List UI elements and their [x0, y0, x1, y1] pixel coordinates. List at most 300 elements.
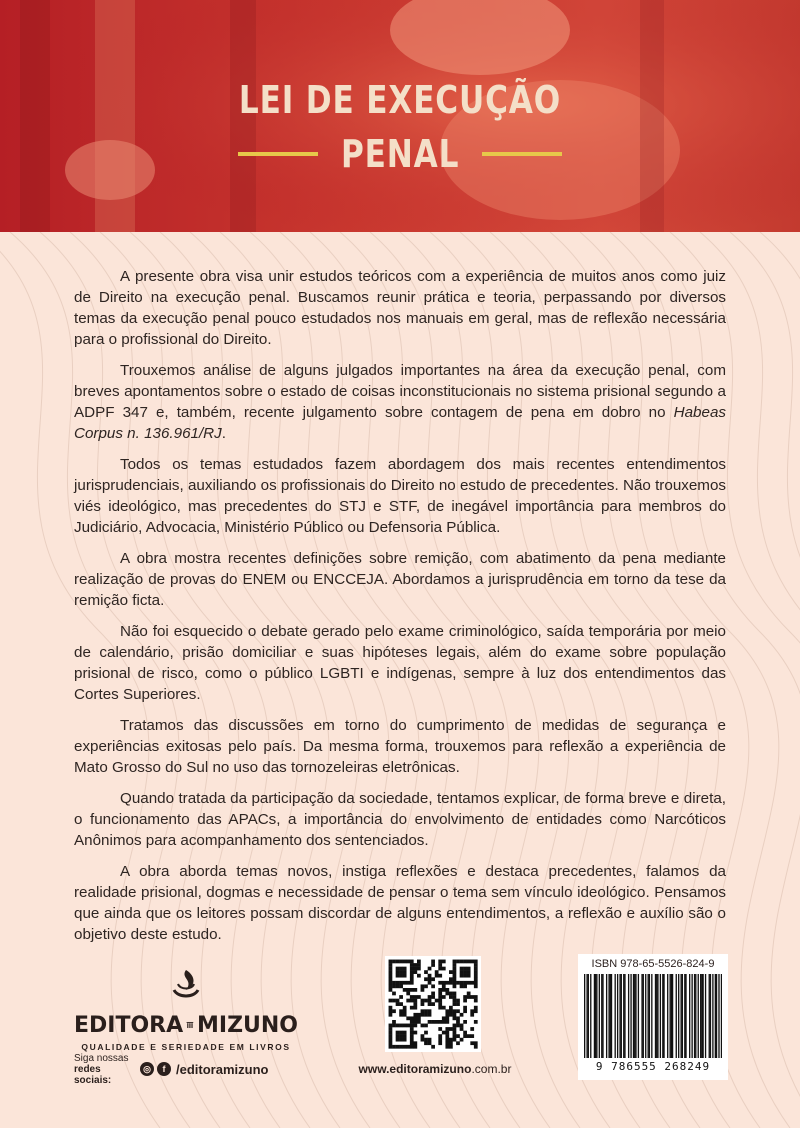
- qr-module: [467, 970, 471, 974]
- qr-module: [389, 960, 393, 964]
- qr-module: [413, 988, 417, 992]
- qr-module: [474, 1006, 478, 1010]
- qr-module: [463, 974, 467, 978]
- qr-module: [474, 984, 478, 988]
- qr-module: [396, 1045, 400, 1049]
- qr-module: [389, 1024, 393, 1028]
- qr-module: [445, 1016, 449, 1020]
- qr-module: [403, 988, 407, 992]
- qr-module: [453, 974, 457, 978]
- qr-module: [417, 974, 421, 978]
- qr-module: [467, 992, 471, 996]
- qr-module: [431, 992, 435, 996]
- qr-module: [445, 1034, 449, 1038]
- qr-module: [392, 984, 396, 988]
- qr-module: [413, 963, 417, 967]
- qr-module: [456, 1034, 460, 1038]
- qr-module: [410, 977, 414, 981]
- qr-module: [460, 981, 464, 985]
- qr-module: [410, 963, 414, 967]
- barcode-bar: [702, 974, 703, 1058]
- qr-module: [406, 981, 410, 985]
- qr-module: [424, 999, 428, 1003]
- barcode-bar: [601, 974, 602, 1058]
- qr-module: [453, 1034, 457, 1038]
- barcode-bar: [624, 974, 625, 1058]
- qr-module: [438, 1027, 442, 1031]
- barcode-bar: [694, 974, 695, 1058]
- qr-module: [389, 1038, 393, 1042]
- qr-module: [449, 992, 453, 996]
- qr-module: [470, 1041, 474, 1045]
- qr-module: [463, 1031, 467, 1035]
- qr-module: [453, 1027, 457, 1031]
- qr-module: [456, 1024, 460, 1028]
- qr-module: [410, 1027, 414, 1031]
- paragraph-5: Não foi esquecido o debate gerado pelo exame criminológico, saída temporária por meio de calendário, prisão domiciliar e suas hipóteses legais, além do exame sobre população prisional de risco, como o público LGBTI e indígenas, sempre à luz dos entendimentos das Cortes Superiores.: [74, 623, 726, 703]
- qr-module: [474, 1045, 478, 1049]
- qr-module: [413, 1041, 417, 1045]
- qr-module: [474, 974, 478, 978]
- barcode-bar: [669, 974, 670, 1058]
- qr-module: [431, 1002, 435, 1006]
- qr-module: [392, 1024, 396, 1028]
- qr-module: [417, 963, 421, 967]
- qr-module: [442, 995, 446, 999]
- barcode-bar: [667, 974, 668, 1058]
- qr-module: [392, 1045, 396, 1049]
- qr-module: [470, 960, 474, 964]
- habeas-corpus-citation: Habeas Corpus n. 136.961/RJ: [74, 404, 726, 442]
- barcode-bar: [621, 974, 622, 1058]
- barcode-bar: [596, 974, 597, 1058]
- qr-module: [431, 960, 435, 964]
- qr-module: [406, 999, 410, 1003]
- barcode-bar: [586, 974, 587, 1058]
- barcode-bar: [716, 974, 717, 1058]
- barcode-bar: [611, 974, 612, 1058]
- barcode-bar: [608, 974, 609, 1058]
- qr-module: [428, 1009, 432, 1013]
- qr-module: [460, 1013, 464, 1017]
- qr-module: [389, 977, 393, 981]
- qr-module: [460, 1024, 464, 1028]
- barcode-bar: [645, 974, 646, 1058]
- qr-module: [389, 1006, 393, 1010]
- qr-module: [428, 995, 432, 999]
- qr-module: [453, 1002, 457, 1006]
- barcode-bar: [610, 974, 611, 1058]
- barcode-bar: [695, 974, 696, 1058]
- social-label: Siga nossas redes sociais:: [74, 1052, 129, 1086]
- qr-module: [410, 1034, 414, 1038]
- qr-module: [424, 970, 428, 974]
- qr-module: [449, 977, 453, 981]
- qr-module: [431, 1020, 435, 1024]
- qr-module: [453, 995, 457, 999]
- qr-module: [470, 1009, 474, 1013]
- qr-module: [438, 967, 442, 971]
- qr-module: [413, 999, 417, 1003]
- qr-module: [442, 988, 446, 992]
- qr-module: [399, 960, 403, 964]
- barcode-bar: [684, 974, 685, 1058]
- qr-module: [413, 1045, 417, 1049]
- qr-module: [410, 1031, 414, 1035]
- qr-module: [389, 974, 393, 978]
- qr-module: [474, 963, 478, 967]
- qr-module: [424, 1031, 428, 1035]
- barcode-bar: [655, 974, 656, 1058]
- qr-module: [424, 1038, 428, 1042]
- qr-module: [389, 988, 393, 992]
- qr-module: [442, 984, 446, 988]
- qr-module: [410, 970, 414, 974]
- qr-module: [435, 974, 439, 978]
- qr-module: [463, 984, 467, 988]
- qr-module: [392, 992, 396, 996]
- qr-module: [410, 1038, 414, 1042]
- qr-module: [463, 967, 467, 971]
- qr-module: [453, 967, 457, 971]
- qr-module: [438, 960, 442, 964]
- qr-module: [453, 1009, 457, 1013]
- qr-module: [410, 1024, 414, 1028]
- qr-module: [453, 1013, 457, 1017]
- qr-module: [467, 995, 471, 999]
- barcode-bar: [649, 974, 650, 1058]
- qr-module: [396, 1031, 400, 1035]
- qr-module: [474, 995, 478, 999]
- barcode-bar: [660, 974, 661, 1058]
- barcode-bar: [691, 974, 692, 1058]
- qr-module: [389, 1013, 393, 1017]
- qr-module: [410, 988, 414, 992]
- qr-module: [410, 995, 414, 999]
- barcode-bar: [689, 974, 690, 1058]
- barcode-bar: [705, 974, 706, 1058]
- qr-module: [474, 1041, 478, 1045]
- qr-module: [449, 1006, 453, 1010]
- social-media: [74, 1054, 314, 1084]
- qr-module: [435, 970, 439, 974]
- title-left-bar: [238, 152, 318, 156]
- qr-module: [467, 1034, 471, 1038]
- qr-module: [406, 1045, 410, 1049]
- qr-module: [410, 1041, 414, 1045]
- qr-module: [456, 960, 460, 964]
- barcode-bar: [617, 974, 618, 1058]
- qr-module: [453, 1016, 457, 1020]
- qr-module: [396, 981, 400, 985]
- qr-module: [456, 1020, 460, 1024]
- qr-module: [442, 1016, 446, 1020]
- title-right-bar: [482, 152, 562, 156]
- qr-module: [445, 1031, 449, 1035]
- qr-module: [413, 967, 417, 971]
- qr-module: [453, 1031, 457, 1035]
- qr-code[interactable]: [385, 956, 481, 1052]
- qr-module: [467, 981, 471, 985]
- qr-module: [456, 999, 460, 1003]
- qr-module: [460, 970, 464, 974]
- qr-module: [463, 995, 467, 999]
- barcode-bar: [712, 974, 713, 1058]
- barcode-bar: [698, 974, 699, 1058]
- qr-module: [445, 992, 449, 996]
- qr-module: [438, 974, 442, 978]
- qr-module: [403, 1034, 407, 1038]
- barcode-bar: [594, 974, 595, 1058]
- qr-module: [438, 999, 442, 1003]
- qr-module: [403, 960, 407, 964]
- qr-module: [463, 970, 467, 974]
- qr-module: [396, 1034, 400, 1038]
- facebook-icon[interactable]: f: [157, 1062, 171, 1076]
- qr-module: [399, 970, 403, 974]
- qr-module: [410, 960, 414, 964]
- qr-module: [474, 960, 478, 964]
- qr-module: [449, 1045, 453, 1049]
- qr-module: [403, 970, 407, 974]
- qr-module: [460, 1038, 464, 1042]
- qr-module: [389, 1045, 393, 1049]
- qr-module: [438, 1006, 442, 1010]
- book-title-line2: [0, 132, 800, 176]
- qr-module: [389, 967, 393, 971]
- qr-module: [417, 967, 421, 971]
- qr-module: [421, 1009, 425, 1013]
- qr-module: [460, 974, 464, 978]
- qr-module: [399, 995, 403, 999]
- columns-icon: [186, 1012, 194, 1038]
- qr-module: [453, 977, 457, 981]
- barcode-panel: [578, 954, 728, 1080]
- qr-module: [410, 1045, 414, 1049]
- qr-module: [445, 1027, 449, 1031]
- qr-module: [399, 1045, 403, 1049]
- qr-module: [406, 1016, 410, 1020]
- barcode-bar: [635, 974, 636, 1058]
- qr-module: [445, 1038, 449, 1042]
- qr-module: [421, 1034, 425, 1038]
- qr-module: [399, 1038, 403, 1042]
- qr-module: [413, 995, 417, 999]
- qr-module: [467, 967, 471, 971]
- qr-module: [438, 1041, 442, 1045]
- qr-module: [431, 963, 435, 967]
- qr-module: [453, 992, 457, 996]
- qr-module: [399, 1024, 403, 1028]
- qr-module: [396, 984, 400, 988]
- qr-module: [438, 963, 442, 967]
- qr-module: [421, 1013, 425, 1017]
- barcode-bar: [648, 974, 649, 1058]
- barcode-bar: [678, 974, 679, 1058]
- qr-module: [470, 1027, 474, 1031]
- qr-module: [474, 1020, 478, 1024]
- qr-module: [410, 1006, 414, 1010]
- qr-module: [413, 1031, 417, 1035]
- qr-module: [396, 1002, 400, 1006]
- qr-module: [406, 1024, 410, 1028]
- qr-module: [421, 1024, 425, 1028]
- qr-module: [442, 967, 446, 971]
- qr-module: [399, 1009, 403, 1013]
- qr-module: [431, 995, 435, 999]
- qr-module: [449, 1038, 453, 1042]
- qr-module: [435, 999, 439, 1003]
- paragraph-6: Tratamos das discussões em torno do cumprimento de medidas de segurança e experiências exitosas pelo país. Da mesma forma, trouxemos para reflexão a experiência de Mato Grosso do Sul no uso das tornozeleiras eletrônicas.: [74, 717, 726, 776]
- qr-module: [421, 1002, 425, 1006]
- qr-module: [392, 981, 396, 985]
- qr-module: [453, 970, 457, 974]
- qr-module: [453, 981, 457, 985]
- qr-module: [470, 981, 474, 985]
- qr-module: [424, 977, 428, 981]
- qr-module: [456, 981, 460, 985]
- barcode-bar: [710, 974, 711, 1058]
- qr-module: [467, 960, 471, 964]
- qr-module: [399, 1031, 403, 1035]
- qr-module: [403, 1013, 407, 1017]
- qr-module: [431, 984, 435, 988]
- publisher-website[interactable]: www.editoramizuno.com.br: [358, 1062, 512, 1076]
- isbn-barcode: [584, 974, 722, 1058]
- qr-module: [403, 974, 407, 978]
- barcode-bar: [633, 974, 634, 1058]
- barcode-bar: [672, 974, 673, 1058]
- barcode-bar: [680, 974, 681, 1058]
- isbn-number: ISBN 978-65-5526-824-9: [591, 958, 715, 970]
- barcode-bar: [662, 974, 663, 1058]
- qr-module: [417, 960, 421, 964]
- qr-module: [389, 1009, 393, 1013]
- qr-module: [413, 970, 417, 974]
- qr-module: [435, 1020, 439, 1024]
- qr-module: [428, 981, 432, 985]
- barcode-bar: [641, 974, 642, 1058]
- qr-module: [453, 1024, 457, 1028]
- qr-module: [449, 1013, 453, 1017]
- barcode-bar: [709, 974, 710, 1058]
- qr-module: [421, 999, 425, 1003]
- paragraph-7: Quando tratada da participação da sociedade, tentamos explicar, de forma breve e direta, o funcionamento das APACs, a importância do envolvimento de entidades como Narcóticos Anônimos para acompanhamento dos sentenciados.: [74, 790, 726, 849]
- qr-module: [410, 1020, 414, 1024]
- qr-module: [442, 1020, 446, 1024]
- qr-module: [470, 995, 474, 999]
- qr-module: [438, 1020, 442, 1024]
- qr-module: [403, 981, 407, 985]
- instagram-icon[interactable]: ◎: [140, 1062, 154, 1076]
- qr-module: [424, 1013, 428, 1017]
- qr-module: [403, 1031, 407, 1035]
- qr-module: [453, 963, 457, 967]
- qr-module: [417, 1016, 421, 1020]
- qr-module: [438, 1034, 442, 1038]
- barcode-bar: [643, 974, 644, 1058]
- barcode-bar: [590, 974, 591, 1058]
- barcode-bar: [584, 974, 585, 1058]
- publisher-tagline: QUALIDADE E SERIEDADE EM LIVROS: [81, 1042, 291, 1052]
- qr-module: [421, 1038, 425, 1042]
- social-handle[interactable]: /editoramizuno: [176, 1061, 269, 1077]
- paragraph-2: Trouxemos análise de alguns julgados importantes na área da execução penal, com breves apontamentos sobre o estado de coisas inconstitucionais no sistema prisional segundo a ADPF 347 e, também, recente julgamento sobre contagem de pena em dobro no Habeas Corpus n. 136.961/RJ.: [74, 362, 726, 442]
- qr-module: [389, 981, 393, 985]
- qr-module: [442, 981, 446, 985]
- barcode-bar: [651, 974, 652, 1058]
- barcode-bar: [715, 974, 716, 1058]
- qr-module: [396, 999, 400, 1003]
- qr-module: [456, 1009, 460, 1013]
- qr-module: [460, 984, 464, 988]
- qr-module: [474, 970, 478, 974]
- qr-module: [417, 995, 421, 999]
- qr-module: [399, 984, 403, 988]
- barcode-bar: [599, 974, 600, 1058]
- qr-module: [389, 1034, 393, 1038]
- qr-module: [417, 1013, 421, 1017]
- barcode-bar: [623, 974, 624, 1058]
- qr-module: [389, 1031, 393, 1035]
- barcode-bar: [682, 974, 683, 1058]
- barcode-bar: [628, 974, 629, 1058]
- qr-module: [403, 1045, 407, 1049]
- qr-module: [449, 1009, 453, 1013]
- qr-module: [474, 967, 478, 971]
- qr-module: [406, 988, 410, 992]
- qr-module: [392, 1009, 396, 1013]
- qr-module: [463, 981, 467, 985]
- qr-module: [463, 1020, 467, 1024]
- qr-module: [445, 988, 449, 992]
- qr-module: [449, 970, 453, 974]
- brand-right: MIZUNO: [196, 1012, 298, 1038]
- torch-flame-icon: [170, 968, 202, 1010]
- qr-module: [438, 992, 442, 996]
- qr-module: [424, 1041, 428, 1045]
- qr-module: [428, 1041, 432, 1045]
- qr-module: [396, 960, 400, 964]
- qr-module: [389, 963, 393, 967]
- qr-module: [396, 967, 400, 971]
- qr-module: [396, 970, 400, 974]
- qr-module: [460, 1027, 464, 1031]
- barcode-bar: [606, 974, 607, 1058]
- qr-module: [396, 1024, 400, 1028]
- qr-module: [396, 1038, 400, 1042]
- qr-module: [445, 1020, 449, 1024]
- barcode-bar: [718, 974, 719, 1058]
- qr-module: [424, 984, 428, 988]
- qr-module: [413, 1013, 417, 1017]
- qr-module: [453, 999, 457, 1003]
- qr-module: [445, 1009, 449, 1013]
- qr-module: [445, 981, 449, 985]
- barcode-bar: [602, 974, 603, 1058]
- qr-module: [428, 1002, 432, 1006]
- qr-module: [389, 1027, 393, 1031]
- publisher-brand: [74, 1012, 298, 1038]
- qr-module: [474, 1009, 478, 1013]
- book-title-line1: LEI DE EXECUÇÃO: [238, 78, 562, 122]
- qr-module: [413, 1024, 417, 1028]
- qr-module: [421, 988, 425, 992]
- qr-module: [403, 967, 407, 971]
- qr-module: [467, 974, 471, 978]
- qr-module: [389, 984, 393, 988]
- barcode-bar: [663, 974, 664, 1058]
